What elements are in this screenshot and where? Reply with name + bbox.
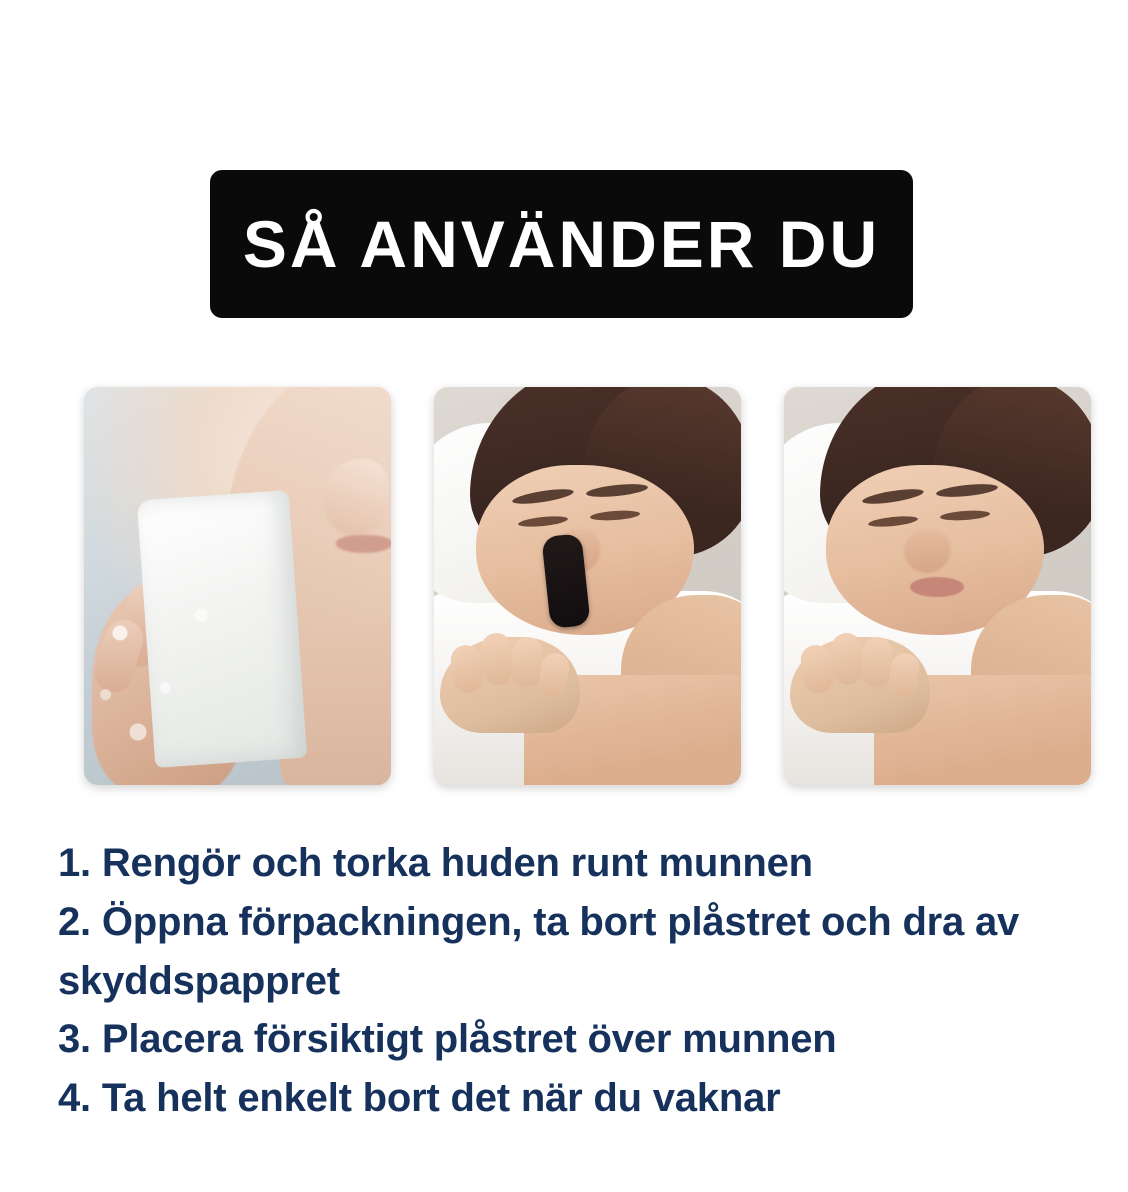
cleansing-photo (84, 387, 391, 785)
nose-shape (323, 459, 389, 535)
mouth-shape (910, 577, 964, 597)
lips-shape (336, 535, 391, 553)
instruction-step: 4. Ta helt enkelt bort det när du vaknar (58, 1076, 781, 1121)
foam-bubbles (84, 567, 264, 785)
instruction-step: 3. Placera försiktigt plåstret över munnen (58, 1017, 837, 1062)
patch-applied-photo (434, 387, 741, 785)
patch-removed-photo (784, 387, 1091, 785)
finger-shape (481, 632, 514, 685)
instruction-step: 2. Öppna förpackningen, ta bort plåstret och dra av skyddspappret (58, 899, 1020, 1003)
instruction-steps-list (58, 834, 1093, 1128)
title-banner (210, 170, 913, 318)
instruction-photo-row (84, 387, 1091, 785)
nose-shape (904, 529, 950, 573)
page-title: SÅ ANVÄNDER DU (242, 207, 881, 281)
finger-shape (831, 632, 864, 685)
instruction-step: 1. Rengör och torka huden runt munnen (58, 841, 813, 885)
